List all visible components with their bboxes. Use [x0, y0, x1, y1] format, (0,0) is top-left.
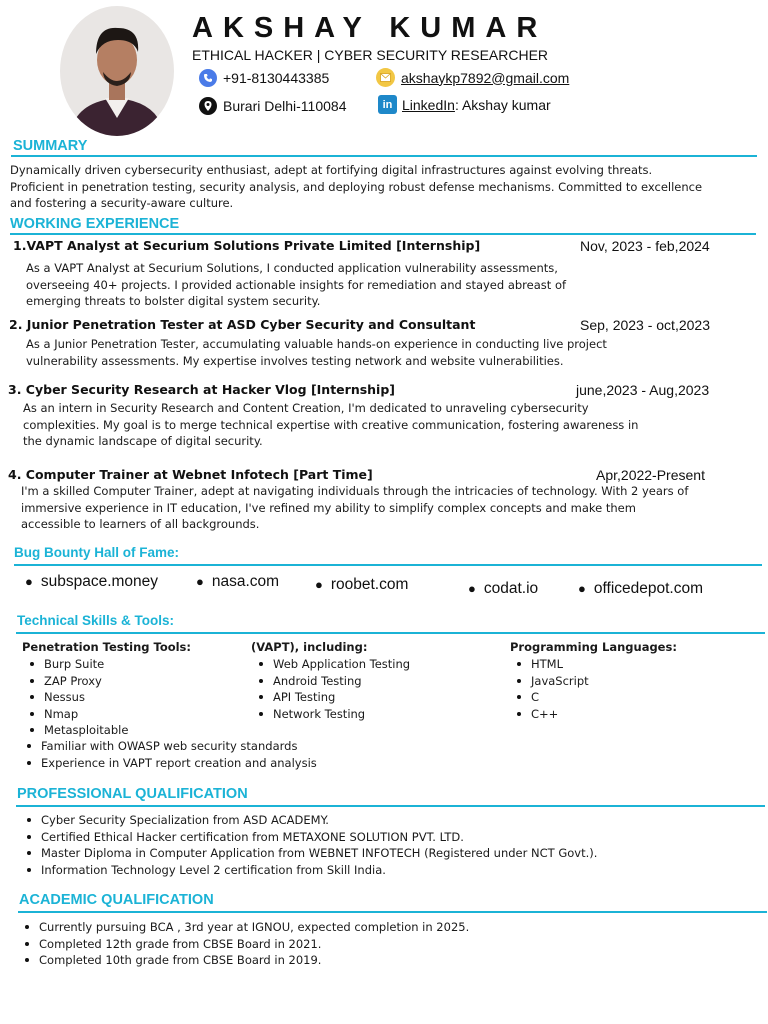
email-link[interactable]: akshaykp7892@gmail.com: [401, 69, 570, 86]
job-heading-1: 1.VAPT Analyst at Securium Solutions Private Limited [Internship]: [13, 238, 481, 253]
list-item: Currently pursuing BCA , 3rd year at IGNOU, expected completion in 2025.: [20, 919, 469, 936]
experience-heading: WORKING EXPERIENCE: [10, 216, 180, 232]
job-date-3: june,2023 - Aug,2023: [576, 382, 710, 398]
summary-text: Dynamically driven cybersecurity enthusiast, adept at fortifying digital infrastructures against evolving threats. Proficient in penetration testing, security analysis, and deploying robust defense mechanisms. Committed to excellence and fostering a security-aware culture.: [10, 163, 703, 210]
list-item: Information Technology Level 2 certification from Skill India.: [22, 862, 597, 879]
vapt-heading: (VAPT), including:: [251, 640, 368, 654]
list-item: Experience in VAPT report creation and analysis: [22, 755, 317, 772]
academic-divider: [18, 911, 767, 913]
list-item: Cyber Security Specialization from ASD ACADEMY.: [22, 812, 597, 829]
list-item: JavaScript: [512, 673, 589, 690]
phone-contact: [199, 69, 329, 87]
linkedin-icon: in: [378, 95, 397, 114]
academic-heading: ACADEMIC QUALIFICATION: [19, 892, 214, 908]
email-icon: [376, 68, 395, 87]
location-contact: [199, 97, 346, 115]
job-heading-2: 2. Junior Penetration Tester at ASD Cyber Security and Consultant: [9, 317, 476, 332]
phone-icon: [199, 69, 217, 87]
list-item: API Testing: [254, 689, 410, 706]
job-title: ETHICAL HACKER | CYBER SECURITY RESEARCHER: [192, 47, 549, 63]
academic-list: [20, 919, 469, 969]
programming-list: [512, 656, 589, 722]
vapt-list: [254, 656, 410, 722]
job-heading-3: 3. Cyber Security Research at Hacker Vlog [Internship]: [8, 382, 396, 397]
candidate-name: AKSHAY KUMAR: [192, 12, 548, 44]
list-item: HTML: [512, 656, 589, 673]
job-description-3: As an intern in Security Research and Content Creation, I'm dedicated to unraveling cybersecurity complexities. My goal is to merge technical expertise with creative communication, fostering awareness in the dynamic landscape of digital security.: [23, 401, 639, 448]
list-item: ZAP Proxy: [25, 673, 128, 690]
summary-divider: [11, 155, 757, 157]
job-date-2: Sep, 2023 - oct,2023: [580, 317, 710, 333]
hof-item-3: ● roobet.com: [315, 576, 409, 593]
list-item: Master Diploma in Computer Application from WEBNET INFOTECH (Registered under NCT Govt.).: [22, 845, 597, 862]
list-item: Familiar with OWASP web security standards: [22, 738, 317, 755]
list-item: C: [512, 689, 589, 706]
linkedin-link[interactable]: LinkedIn: [402, 96, 455, 113]
job-description-4: I'm a skilled Computer Trainer, adept at navigating individuals through the intricacies of technology. With 2 years of immersive experience in IT education, I've refined my ability to simplify complex concepts and make them accessible to learners of all backgrounds.: [21, 484, 689, 531]
job-description-2: As a Junior Penetration Tester, accumulating valuable hands-on experience in conducting live project vulnerability assessments. My expertise involves testing network and website vulnerabilities.: [26, 337, 607, 368]
location-text: Burari Delhi-110084: [223, 98, 347, 114]
list-item: Android Testing: [254, 673, 410, 690]
job-heading-4: 4. Computer Trainer at Webnet Infotech [Part Time]: [8, 467, 373, 482]
location-pin-icon: [199, 97, 217, 115]
profile-photo: [60, 6, 174, 136]
hof-item-1: ● subspace.money: [25, 573, 159, 590]
skills-extra-list: [22, 738, 317, 771]
hof-item-2: ● nasa.com: [196, 573, 280, 590]
linkedin-name: : Akshay kumar: [454, 96, 551, 113]
pentest-tools-heading: Penetration Testing Tools:: [22, 640, 192, 654]
skills-divider: [16, 632, 765, 634]
bug-bounty-heading: Bug Bounty Hall of Fame:: [14, 545, 179, 560]
skills-heading: Technical Skills & Tools:: [17, 613, 175, 628]
list-item: Certified Ethical Hacker certification from METAXONE SOLUTION PVT. LTD.: [22, 829, 597, 846]
summary-heading: SUMMARY: [13, 138, 88, 154]
list-item: Burp Suite: [25, 656, 128, 673]
list-item: Metasploitable: [25, 722, 128, 739]
pentest-tools-list: [25, 656, 128, 739]
linkedin-contact[interactable]: [378, 95, 551, 114]
professional-divider: [16, 805, 765, 807]
list-item: Completed 12th grade from CBSE Board in 2021.: [20, 936, 469, 953]
list-item: C++: [512, 706, 589, 723]
email-contact[interactable]: [376, 68, 569, 87]
bug-bounty-divider: [14, 564, 762, 566]
list-item: Network Testing: [254, 706, 410, 723]
phone-number: +91-8130443385: [223, 70, 330, 86]
professional-list: [22, 812, 597, 878]
list-item: Completed 10th grade from CBSE Board in 2019.: [20, 952, 469, 969]
hof-item-4: ● codat.io: [468, 580, 539, 597]
list-item: Nmap: [25, 706, 128, 723]
list-item: Nessus: [25, 689, 128, 706]
job-date-1: Nov, 2023 - feb,2024: [580, 238, 710, 254]
hof-item-5: ● officedepot.com: [578, 580, 704, 597]
job-description-1: As a VAPT Analyst at Securium Solutions, I conducted application vulnerability assessments, overseeing 40+ projects. I provided actionable insights for remediation and stayed abreast of emerging threats to bolster digital system security.: [26, 261, 567, 308]
programming-heading: Programming Languages:: [510, 640, 677, 654]
experience-divider: [10, 233, 756, 235]
list-item: Web Application Testing: [254, 656, 410, 673]
job-date-4: Apr,2022-Present: [596, 467, 705, 483]
professional-heading: PROFESSIONAL QUALIFICATION: [17, 786, 248, 802]
